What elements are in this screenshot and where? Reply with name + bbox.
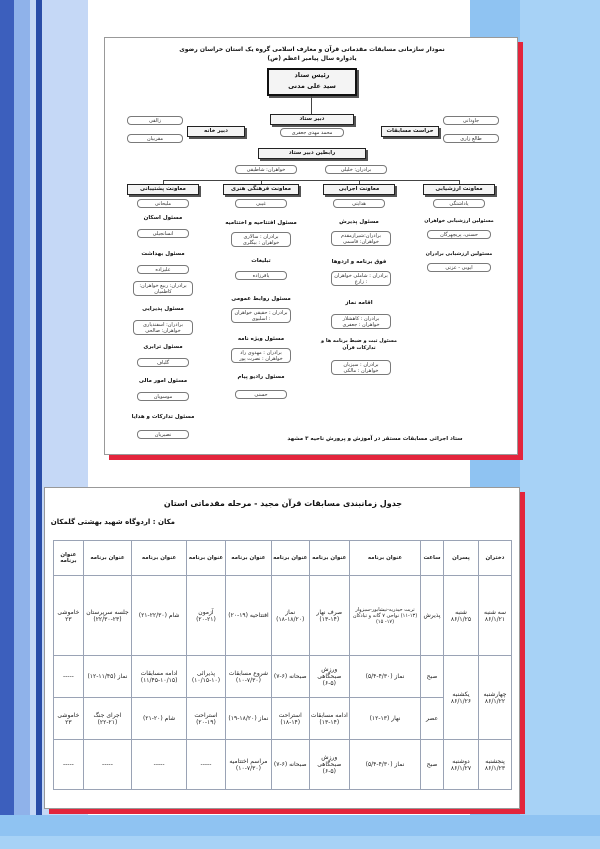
program-cell: جلسه سرپرستان (۲۳-۲۲/۳۰) — [83, 576, 131, 656]
house-secretary-title: دبیر خانه — [187, 126, 245, 137]
evaluation-sisters-title: مسئولین ارزشیابی خواهران — [424, 218, 494, 224]
program-cell: شام (۲۰-۲۱) — [132, 698, 187, 740]
department-bus-line — [163, 180, 459, 181]
ceremony-title: مسئول افتتاحیه و اختتامیه — [225, 220, 297, 226]
head-box — [267, 68, 357, 96]
time-cell: صبح — [421, 740, 444, 790]
boys-day: دوشنبه ۸۶/۱/۲۷ — [444, 740, 479, 790]
connector-line — [261, 180, 262, 184]
boys-day: یکشنبه ۸۶/۱/۲۶ — [444, 656, 479, 740]
advertising-names: یاقرزاده — [235, 271, 287, 280]
program-cell: ----- — [54, 656, 84, 698]
housing-title: مسئول اسکان — [143, 215, 183, 221]
hygiene-title: مسئول بهداشت — [141, 251, 185, 257]
house-secretary-name-2: مقربیان — [127, 134, 183, 143]
prayer-title: اقامه نماز — [345, 300, 373, 306]
program-cell: تربت حیدریه-نیشابور-سبزوار (۱۳-۱۱) نواحی ۷ گانه و تبادکان (۱۷- ۱۵) — [350, 576, 421, 656]
header-cell: عنوان برنامه — [271, 541, 309, 576]
connector-line — [163, 180, 164, 184]
header-cell: پسران — [444, 541, 479, 576]
secretary-name-box: محمد مهدی جعفری — [280, 128, 344, 137]
table-row — [54, 740, 512, 790]
right-light-border — [520, 0, 600, 849]
transport-title: مسئول ترابری — [143, 344, 183, 350]
program-cell: مراسم اختتامیه (۷/۳۰-۱۰) — [225, 740, 271, 790]
dept-executive-names: هدایتی — [333, 199, 385, 208]
time-cell: صبح — [421, 656, 444, 698]
finance-names: موسویان — [137, 392, 189, 401]
program-cell: ورزش صبحگاهی (۵-۶) — [309, 740, 349, 790]
bottom-light-border — [0, 836, 600, 849]
org-chart-title: نمودار سازمانی مسابقات مقدماتی قرآن و معارف اسلامی گروه یک استان خراسان رضوی — [179, 46, 445, 53]
program-cell: آزمون (۲۱-۲۰) — [186, 576, 225, 656]
program-cell: ----- — [83, 740, 131, 790]
evaluation-sisters-names: حسنی، پریچهرگان — [427, 230, 491, 239]
dept-support-names: ملیحانی — [137, 199, 189, 208]
table-row — [54, 698, 512, 740]
recording-title: مسئول ثبت و ضبط برنامه ها و تدارکات قرآن — [320, 338, 397, 351]
left-dark-stripe — [36, 0, 42, 849]
program-cell: ورزش صبحگاهی (۵-۶) — [309, 656, 349, 698]
program-cell: اجرای جنگ (۲۱-۲۲) — [83, 698, 131, 740]
program-cell: ادامه مسابقات (۱۴-۱۳) — [309, 698, 349, 740]
hygiene-staff-names: برادران: ربیع خواهران: کاظمیان — [133, 281, 193, 296]
table-header-row — [54, 541, 512, 576]
table-row — [54, 576, 512, 656]
org-chart-subtitle: یادواره سال پیامبر اعظم (ص) — [267, 55, 357, 62]
program-cell: نماز (۴/۳۰-۵/۴) — [350, 740, 421, 790]
head-title: رئیس ستاد — [294, 71, 330, 79]
schedule-title: جدول زمانبندی مسابقات قرآن مجید - مرحله مقدماتی استان — [163, 499, 403, 508]
table-row — [54, 656, 512, 698]
public-relations-names: برادران : حقیقی خواهران : اسلیوی — [231, 308, 291, 323]
supplies-title: مسئول تدارکات و هدایا — [131, 414, 195, 420]
schedule-table — [53, 540, 512, 790]
header-cell: عنوان برنامه — [54, 541, 84, 576]
program-cell: شام (۲۲/۳۰-۲۱) — [132, 576, 187, 656]
program-cell: نماز (۱۸/۲۰-۱۹) — [225, 698, 271, 740]
header-cell: عنوان برنامه — [225, 541, 271, 576]
header-cell: عنوان برنامه — [350, 541, 421, 576]
house-secretary-name-1: زالقی — [127, 116, 183, 125]
girls-day: سه شنبه ۸۶/۱/۲۱ — [479, 576, 512, 656]
program-cell: خاموشی ۲۳ — [54, 698, 84, 740]
dept-support-head: معاونت پشتیبانی — [127, 184, 199, 195]
girls-day: پنجشنبه ۸۶/۱/۲۳ — [479, 740, 512, 790]
supplies-names: نصیریان — [137, 430, 189, 439]
program-cell: ----- — [54, 740, 84, 790]
security-title: حراست مسابقات — [381, 126, 439, 137]
catering-title: مسئول پذیرایی — [142, 306, 184, 312]
hygiene-names: علیزاده — [137, 265, 189, 274]
finance-title: مسئول امور مالی — [138, 378, 188, 384]
recording-names: برادران : سیزبان خواهران : مالکی — [331, 360, 391, 375]
extracurricular-title: فوق برنامه و اردوها — [331, 259, 387, 265]
reception-title: مسئول پذیرش — [339, 219, 379, 225]
dept-evaluation-names: یاداشتگی — [433, 199, 485, 208]
program-cell: صرف نهار (۱۴-۱۳) — [309, 576, 349, 656]
radio-names: حسنی — [235, 390, 287, 399]
connector-line — [311, 96, 312, 114]
head-name: سید علی مدنی — [288, 82, 336, 90]
program-cell: نماز (۴/۳۰-۵/۴) — [350, 656, 421, 698]
org-chart-footer: ستاد اجرائی مسابقات مستقر در آموزش و پرورش ناحیه ۳ مشهد — [287, 436, 463, 442]
program-cell: استراحت (۱۴-۱۸) — [271, 698, 309, 740]
header-cell: عنوان برنامه — [309, 541, 349, 576]
header-cell: عنوان برنامه — [83, 541, 131, 576]
reception-names: برادران:شیرازمقدم خواهران: قاسمی — [331, 231, 391, 246]
evaluation-brothers-names: ایوبی - عزتی — [427, 263, 491, 272]
special-issue-title: مسئول ویژه نامه — [237, 336, 285, 342]
security-name-2: طالع زاری — [443, 134, 499, 143]
evaluation-brothers-title: مسئولین ارزشیابی برادران — [425, 251, 493, 257]
program-cell: صبحانه (۶-۷) — [271, 740, 309, 790]
public-relations-title: مسئول روابط عمومی — [231, 296, 291, 302]
secretary-title-box: دبیر ستاد — [270, 114, 354, 125]
program-cell: پذیرائی (۱۰-۱۰/۱۵) — [186, 656, 225, 698]
time-cell: پذیرش — [421, 576, 444, 656]
dept-evaluation-head: معاونت ارزشیابی — [423, 184, 495, 195]
special-issue-names: برادران : مهدوی راد خواهران : نصرت پور — [231, 348, 291, 363]
time-cell: عصر — [421, 698, 444, 740]
program-cell: استراحت (۱۹-۲۰) — [186, 698, 225, 740]
prayer-names: برادران : کاهشلار خواهران : جعفری — [331, 314, 391, 329]
catering-names: برادران: اسفندیاری خواهران: صالحی — [133, 320, 193, 335]
program-cell: ----- — [186, 740, 225, 790]
program-cell: ادامه مسابقات (۱۰/۱۵-۱۱/۴۵) — [132, 656, 187, 698]
org-chart-panel — [104, 37, 518, 455]
dept-cultural-head: معاونت فرهنگی هنری — [223, 184, 299, 195]
program-cell: صبحانه (۶-۷) — [271, 656, 309, 698]
dept-executive-head: معاونت اجرایی — [323, 184, 395, 195]
security-name-1: جاودانی — [443, 116, 499, 125]
liaison-brothers: برادران: خلیلی — [325, 165, 387, 174]
header-cell: ساعت — [421, 541, 444, 576]
extracurricular-names: برادران : شاملی خواهران : زارع — [331, 271, 391, 286]
connector-line — [459, 180, 460, 184]
girls-day: چهارشنبه ۸۶/۱/۲۲ — [479, 656, 512, 740]
ceremony-names: برادران : سالاری خواهران : بیگلری — [231, 232, 291, 247]
header-cell: عنوان برنامه — [132, 541, 187, 576]
advertising-title: تبلیغات — [251, 258, 271, 264]
header-cell: دختران — [479, 541, 512, 576]
program-cell: خاموشی ۲۳ — [54, 576, 84, 656]
program-cell: شروع مسابقات (۷/۳۰-۱۰) — [225, 656, 271, 698]
radio-title: مسئول رادیو پیام — [237, 374, 285, 380]
liaison-sisters: خواهران: شاطیقی — [235, 165, 297, 174]
boys-day: شنبه ۸۶/۱/۲۵ — [444, 576, 479, 656]
liaison-title: رابطین دبیر ستاد — [258, 148, 366, 159]
program-cell: نهار (۱۳-۱۲) — [350, 698, 421, 740]
dept-cultural-names: غیبی — [235, 199, 287, 208]
connector-line — [359, 180, 360, 184]
program-cell: نماز (۱۸/۲۰-۱۸) — [271, 576, 309, 656]
schedule-place: مکان : اردوگاه شهید بهشتی گلمکان — [50, 518, 175, 526]
program-cell: ----- — [132, 740, 187, 790]
program-cell: افتتاحیه (۱۹-۲۰) — [225, 576, 271, 656]
header-cell: عنوان برنامه — [186, 541, 225, 576]
program-cell: نماز (۱۱/۴۵-۱۲) — [83, 656, 131, 698]
transport-names: گلباف — [137, 358, 189, 367]
housing-names: انسانجیلی — [137, 229, 189, 238]
